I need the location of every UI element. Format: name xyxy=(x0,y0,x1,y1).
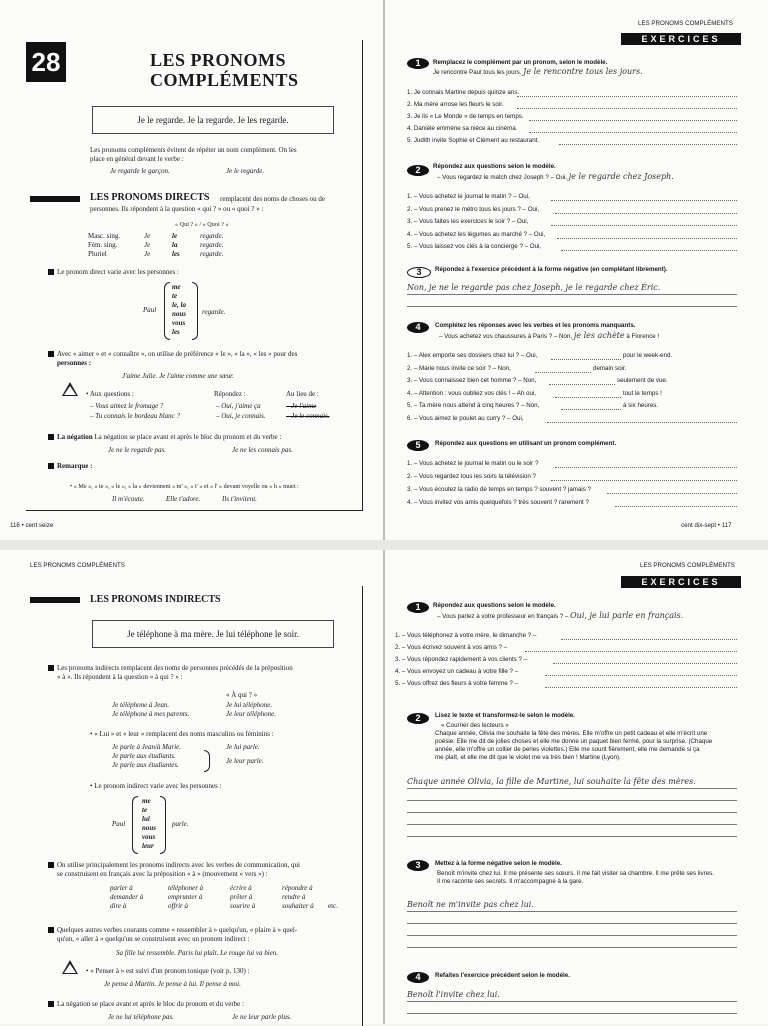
running-header: LES PRONOMS COMPLÉMENTS xyxy=(640,562,735,569)
ex1-item-5: 5. Judith invite Sophie et Clément au restaurant. xyxy=(407,137,540,144)
exercise-4-model: – Vous achetez vos chaussures à Paris ? – Non, je les achète à Florence ! xyxy=(439,331,660,340)
answer-line[interactable] xyxy=(551,359,621,360)
answer-line[interactable] xyxy=(553,663,737,664)
penser-text: • « Penser à » est suivi d'un pronom tonique (voir p. 130) : xyxy=(86,967,250,975)
answer-line[interactable] xyxy=(407,911,737,912)
answer-line[interactable] xyxy=(517,96,737,97)
lui-leur-ex-1: Je parle à Jean/à Marie. xyxy=(112,743,182,751)
table-cell: Masc. sing. xyxy=(88,232,121,240)
util-text-1: On utilise principalement les pronoms indirects avec les verbes de communication, qui xyxy=(48,861,300,870)
intro-example-box xyxy=(92,106,334,134)
answer-line[interactable] xyxy=(407,824,737,825)
instead-2: – Je le connais. xyxy=(286,412,330,420)
table-cell: regarde. xyxy=(200,232,224,240)
section-bar-icon xyxy=(30,196,80,202)
exercise-4-badge: 4 xyxy=(407,322,429,333)
negation-text: La négation se place avant et après le bloc du pronom et du verbe : xyxy=(48,1000,244,1009)
answer-line[interactable] xyxy=(535,372,591,373)
remarque-heading: Remarque : xyxy=(48,462,92,471)
right-brace xyxy=(192,282,198,340)
running-header: LES PRONOMS COMPLÉMENTS xyxy=(30,562,125,569)
ex2-item-2: 2. – Vous prenez le métro tous les jours ? – Oui, xyxy=(407,206,540,213)
page-116 xyxy=(0,0,384,540)
ex1-item-4: 4. Danièle emmène sa nièce au cinéma. xyxy=(407,125,518,132)
running-header: LES PRONOMS COMPLÉMENTS xyxy=(638,20,733,27)
ex4-item-6: 6. – Vous aimez le poulet au curry ? – Oui, xyxy=(407,415,524,422)
autres-example: Sa fille lui ressemble. Paris lui plaît. Le rouge lui va bien. xyxy=(116,949,279,957)
ex1-item-5: 5. – Vous offrez des fleurs à votre femme ? – xyxy=(395,680,519,687)
avec-example: J'aime Julie. Je l'aime comme une sœur. xyxy=(122,372,234,380)
autres-text-1: Quelques autres verbes courants comme « ressembler à » quelqu'un, « plaire à » quel- xyxy=(48,926,297,935)
repondez-header: Répondez : xyxy=(214,390,246,398)
instead-1: – Je l'aime xyxy=(286,402,317,410)
ex5-item-1: 1. – Vous achetez le journal le matin ou le soir ? xyxy=(407,460,539,467)
exercise-2-badge: 2 xyxy=(407,165,429,176)
answer-line[interactable] xyxy=(551,225,737,226)
exercise-3-answer: Benoît ne m'invite pas chez lui. xyxy=(407,900,534,909)
answer-line[interactable] xyxy=(545,687,737,688)
indirect-ex-b-res: Je leur téléphone. xyxy=(226,710,276,718)
exercise-2-answer: Chaque année Olivia, la fille de Martine, lui souhaite la fête des mères. xyxy=(407,777,696,786)
answer-line[interactable] xyxy=(407,306,737,307)
indirect-text-2: « à ». Ils répondent à la question « à qui ? » : xyxy=(57,673,183,681)
exercise-3-instruction: Répondez à l'exercice précédent à la forme négative (en complétant librement). xyxy=(435,266,668,273)
direct-heading: LES PRONOMS DIRECTS xyxy=(90,192,210,203)
ex4-item-2-end: demain soir. xyxy=(593,365,627,372)
table-cell: les xyxy=(172,250,180,258)
exercise-3-text: Benoît m'invite chez lui. Il me présente ses sœurs. Il me fait visiter sa chambre. Il me prête ses livres. Il me raconte ses secrets. Il m'accompagne à la gare. xyxy=(437,870,714,885)
ex4-item-3-end: seulement de vue. xyxy=(617,377,668,384)
answer-line[interactable] xyxy=(549,384,615,385)
exercise-4-answer: Benoît l'invite chez lui. xyxy=(407,990,500,999)
lui-leur-res-2: Je leur parle. xyxy=(226,757,264,765)
answer-line[interactable] xyxy=(555,467,737,468)
answer-line[interactable] xyxy=(517,108,737,109)
answer-line[interactable] xyxy=(557,238,737,239)
exercise-5-badge: 5 xyxy=(407,440,429,451)
paul-label: Paul xyxy=(143,306,157,314)
table-cell: regarde. xyxy=(200,250,224,258)
negation-example-2: Je ne leur parle plus. xyxy=(232,1013,292,1021)
ex4-item-5: 5. – Ta mère nous attend à cinq heures ? – Non, xyxy=(407,402,540,409)
ex1-item-3: 3. Je lis « Le Monde » de temps en temps. xyxy=(407,113,524,120)
answer-line[interactable] xyxy=(529,120,737,121)
ex1-item-1: 1. Je connais Martine depuis quinze ans. xyxy=(407,89,520,96)
answer-line[interactable] xyxy=(407,812,737,813)
indirect-heading: LES PRONOMS INDIRECTS xyxy=(90,594,221,605)
answer-line[interactable] xyxy=(407,935,737,936)
exercise-1-instruction: Répondez aux questions selon le modèle. xyxy=(433,602,556,609)
penser-example: Je pense à Martin. Je pense à lui. Il pense à moi. xyxy=(104,980,241,988)
answer-line[interactable] xyxy=(407,1013,737,1014)
aux-questions: • Aux questions : xyxy=(86,390,134,398)
ex2-item-4: 4. – Vous achetez les légumes au marché ? – Oui, xyxy=(407,231,546,238)
table-cell: Je xyxy=(144,241,151,249)
exercise-3-instruction: Mettez à la forme négative selon le modèle. xyxy=(435,860,562,867)
indirect-text-1: Les pronoms indirects remplacent des noms de personnes précédés de la préposition xyxy=(48,664,293,673)
ex5-item-3: 3. – Vous écoutez la radio de temps en temps ? souvent ? jamais ? xyxy=(407,486,592,493)
answer-line[interactable] xyxy=(525,651,737,652)
intro-example: Je le regarde. Je la regarde. Je les regarde. xyxy=(137,115,289,125)
regarde-label: regarde. xyxy=(202,308,226,316)
answer-line[interactable] xyxy=(529,132,737,133)
negation-example-1: Je ne le regarde pas. xyxy=(108,446,166,454)
answer-line[interactable] xyxy=(559,144,737,145)
exercise-4-badge: 4 xyxy=(407,972,429,983)
varie-text: • Le pronom indirect varie avec les personnes : xyxy=(90,782,222,790)
answer-line[interactable] xyxy=(547,422,737,423)
exercise-3-badge: 3 xyxy=(407,267,431,278)
remarque-example-2: Elle t'adore. xyxy=(166,495,201,503)
exercise-2-instruction: Répondez aux questions selon le modèle. xyxy=(433,163,556,170)
answer-line[interactable] xyxy=(555,397,621,398)
answer-2: – Oui, je connais. xyxy=(216,412,266,420)
answer-line[interactable] xyxy=(407,923,737,924)
ex4-item-3: 3. – Vous connaissez bien cet homme ? – Non, xyxy=(407,377,537,384)
negation-example-2: Je ne les connais pas. xyxy=(232,446,293,454)
exercise-2-instruction: Lisez le texte et transformez-le selon le modèle. xyxy=(435,712,575,719)
ex2-item-5: 5. – Vous laissez vos clés à la concierge ? – Oui, xyxy=(407,243,542,250)
qui-quoi: « Qui ? » / « Quoi ? » xyxy=(175,221,229,228)
page-footer-right: cent dix-sept • 117 xyxy=(681,522,732,529)
table-cell: Je xyxy=(144,250,151,258)
answer-line[interactable] xyxy=(407,1001,737,1002)
chapter-title-1: LES PRONOMS xyxy=(150,50,287,70)
lui-leur-res-1: Je lui parle. xyxy=(226,743,260,751)
exercise-1-instruction: Remplacez le complément par un pronom, selon le modèle. xyxy=(433,59,608,66)
right-brace xyxy=(160,796,166,854)
answer-1: – Oui, j'aime ça xyxy=(216,402,261,410)
direct-text-2: personnes. Ils répondent à la question « qui ? » ou « quoi ? » : xyxy=(90,205,264,213)
chapter-number-badge: 28 xyxy=(26,42,66,82)
table-cell: regarde. xyxy=(200,241,224,249)
direct-text-1: remplacent des noms de choses ou de xyxy=(220,195,325,203)
intro-text-1: Les pronoms compléments évitent de répéter un nom complément. On les xyxy=(90,146,297,154)
intro-text-2: place en général devant le verbe : xyxy=(90,155,184,163)
indirect-ex-a-res: Je lui téléphone. xyxy=(226,701,273,709)
remarque-text: • « Me », « te », « le », « la » deviennent « m' », « t' » et « l' » devant voyelle ou « h » muet : xyxy=(70,483,299,490)
pronoun-list: me te lui nous vous leur xyxy=(142,797,157,850)
lui-leur-text: • « Lui » et « leur » remplacent des noms masculins ou féminins : xyxy=(90,730,274,738)
direct-table xyxy=(88,232,288,259)
chapter-title-2: COMPLÉMENTS xyxy=(150,70,299,90)
left-brace xyxy=(164,282,170,340)
exercise-2-model: – Vous regardez le match chez Joseph ? – Oui, je le regarde chez Joseph. xyxy=(437,172,674,181)
exercise-3-badge: 3 xyxy=(407,860,429,871)
paul-label: Paul xyxy=(112,820,126,828)
indirect-ex-b: Je téléphone à mes parents. xyxy=(112,710,190,718)
ex1-item-2: 2. Ma mère arrose les fleurs le soir. xyxy=(407,101,504,108)
ex1-item-2: 2. – Vous écrivez souvent à vos amis ? – xyxy=(395,644,508,651)
avec-text-2: personnes : xyxy=(57,359,92,367)
answer-line[interactable] xyxy=(607,493,737,494)
au-lieu-de-header: Au lieu de : xyxy=(286,390,319,398)
answer-line[interactable] xyxy=(551,480,737,481)
autres-text-2: qu'un, « aller à » quelqu'un se construisent avec un pronom indirect : xyxy=(57,935,250,943)
answer-line[interactable] xyxy=(615,506,737,507)
indirect-ex-a: Je téléphone à Jean. xyxy=(112,701,170,709)
avec-text-1: Avec « aimer » et « connaître », on utilise de préférence « le », « la », « les » pour des xyxy=(48,350,297,359)
verbs-table: parler à téléphoner à écrire à répondre à demander à emprunter à prêter à rendre à dire à offrir à sourire à souhaiter à etc. xyxy=(110,884,338,910)
spread-divider xyxy=(0,540,768,550)
answer-line[interactable] xyxy=(561,639,737,640)
left-brace xyxy=(132,796,138,854)
ex4-item-4-end: tout le temps ! xyxy=(623,390,662,397)
exercise-4-instruction: Refaites l'exercice précédent selon le modèle. xyxy=(435,972,570,979)
exercices-banner: EXERCICES xyxy=(621,576,741,588)
page-footer-left: 116 • cent seize xyxy=(10,522,54,529)
exercise-1-model: – Vous parlez à votre professeur en français ? – Oui, je lui parle en français. xyxy=(437,611,684,620)
exercise-1-badge: 1 xyxy=(407,58,429,69)
ex1-item-4: 4. – Vous envoyez un cadeau à votre fille ? – xyxy=(395,668,519,675)
ex5-item-2: 2. – Vous regardez tous les soirs la télévision ? xyxy=(407,473,536,480)
parle-label: parle. xyxy=(172,820,189,828)
question-1: – Vous aimez le fromage ? xyxy=(90,402,164,410)
ex4-item-4: 4. – Attention : vous oubliez vos clés ! – Ah oui, xyxy=(407,390,536,397)
ex4-item-1: 1. – Alex emporte ses dossiers chez lui ? – Oui, xyxy=(407,352,538,359)
answer-line[interactable] xyxy=(407,294,737,295)
answer-line[interactable] xyxy=(407,947,737,948)
intro-example-right: Je le regarde. xyxy=(226,167,265,175)
page-118 xyxy=(0,550,384,1024)
table-cell: Fém. sing. xyxy=(88,241,118,249)
answer-line[interactable] xyxy=(545,675,737,676)
page-119 xyxy=(385,550,768,1024)
answer-line[interactable] xyxy=(561,409,621,410)
negation-text: La négation La négation se place avant et après le bloc du pronom et du verbe : xyxy=(48,433,281,442)
exercise-1-model: Je rencontre Paul tous les jours. Je le rencontre tous les jours. xyxy=(433,67,643,76)
answer-line[interactable] xyxy=(407,800,737,801)
lui-leur-ex-3: Je parle aux étudiantes. xyxy=(112,761,179,769)
answer-line[interactable] xyxy=(551,200,737,201)
ex4-item-1-end: pour le week-end. xyxy=(623,352,673,359)
ex4-item-5-end: à six heures. xyxy=(623,402,659,409)
answer-line[interactable] xyxy=(555,213,737,214)
ex2-item-1: 1. – Vous achetez le journal le matin ? – Oui, xyxy=(407,193,530,200)
bullet-square xyxy=(48,269,54,275)
section-bar-icon xyxy=(30,597,80,603)
exercise-2-text: « Courrier des lecteurs » Chaque année, Olivia me souhaite la fête des mères. Elle m'offre un petit cadeau et elle m'écrit une poésie. Elle me dit de jolies choses et elle me donne un paquet bien fermé, pour la surprise. (Chaque année, elle m'offre un collier de perles violettes.) Elle me sourit fièrement, elle me demande si ça me plaît, et elle me dit que le violet me va très bien ! Martine (Lyon). xyxy=(435,722,713,761)
ex1-item-1: 1. – Vous téléphonez à votre mère, le dimanche ? – xyxy=(395,632,537,639)
ex2-item-3: 3. – Vous faites les exercices le soir ? – Oui, xyxy=(407,218,529,225)
lui-leur-ex-2: Je parle aux étudiants. xyxy=(112,752,176,760)
exercise-2-badge: 2 xyxy=(407,713,429,724)
exercise-5-instruction: Répondez aux questions en utilisant un pronom complément. xyxy=(435,440,617,447)
exercise-3-answer: Non, je ne le regarde pas chez Joseph, je le regarde chez Éric. xyxy=(407,283,661,292)
table-cell: Je xyxy=(144,232,151,240)
pronoun-list: me te le, la nous vous les xyxy=(172,283,187,336)
answer-line[interactable] xyxy=(407,836,737,837)
intro-example-left: Je regarde le garçon. xyxy=(110,167,170,175)
answer-line[interactable] xyxy=(561,250,737,251)
indirect-example: Je téléphone à ma mère. Je lui téléphone le soir. xyxy=(127,629,299,639)
ex1-item-3: 3. – Vous répondez rapidement à vos clients ? – xyxy=(395,656,528,663)
table-cell: le xyxy=(172,232,178,240)
table-cell: Pluriel xyxy=(88,250,107,258)
exercices-banner: EXERCICES xyxy=(621,33,741,45)
table-cell: la xyxy=(172,241,178,249)
question-2: – Tu connais le bordeau blanc ? xyxy=(90,412,180,420)
exercise-1-badge: 1 xyxy=(407,602,429,613)
remarque-example-1: Il m'écoute. xyxy=(112,495,145,503)
answer-line[interactable] xyxy=(407,788,737,789)
varie-text: Le pronom direct varie avec les personnes : xyxy=(48,268,179,277)
util-text-2: se construisent en français avec la préposition « à » (mouvement « vers ») : xyxy=(57,870,268,878)
exercise-4-instruction: Complétez les réponses avec les verbes et les pronoms manquants. xyxy=(435,322,636,329)
ex4-item-2: 2. – Marie nous invite ce soir ? – Non, xyxy=(407,365,511,372)
page-117 xyxy=(385,0,768,540)
remarque-example-3: Ils t'invitent. xyxy=(222,495,257,503)
right-brace xyxy=(204,750,210,772)
ex5-item-4: 4. – Vous invitez vos amis quelquefois ? très souvent ? rarement ? xyxy=(407,499,589,506)
a-qui: « À qui ? » xyxy=(226,691,258,699)
indirect-example-box xyxy=(92,620,334,648)
negation-example-1: Je ne lui téléphone pas. xyxy=(108,1013,174,1021)
